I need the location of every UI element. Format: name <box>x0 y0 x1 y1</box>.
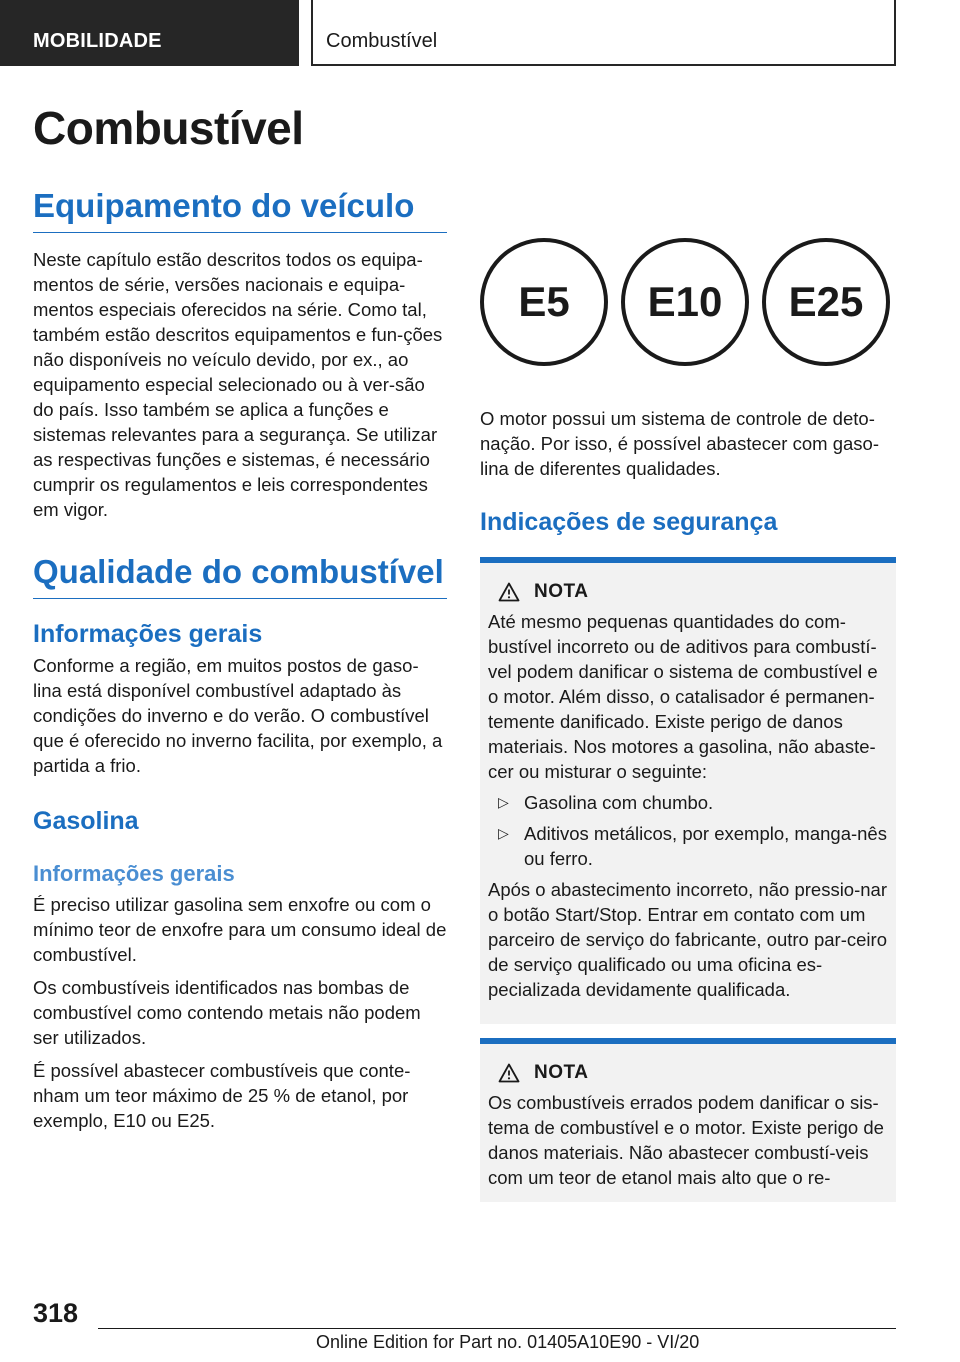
warning-triangle-icon <box>498 582 520 602</box>
notice-paragraph: Os combustíveis errados podem danificar o sis-tema de combustível e o motor. Existe perigo de danos materiais. Não abastecer combustí-veis com um teor de etanol mais alto que o re- <box>488 1092 884 1188</box>
notice-paragraph: Até mesmo pequenas quantidades do com-bustível incorreto ou de aditivos para combustí-vel podem danificar o sistema de combustível e o motor. Além disso, o catalisador é permanen-temente danificado. Existe perigo de danos materiais. Nos motores a gasolina, não abaste-cer ou misturar o seguinte: <box>488 611 878 782</box>
notice-box-1 <box>480 557 896 1024</box>
chapter-tab: Combustível <box>311 0 896 66</box>
fuel-label-e10: E10 <box>621 238 749 366</box>
edition-note: Online Edition for Part no. 01405A10E90 - VI/20 <box>316 1332 700 1352</box>
fuel-label-illustration <box>480 238 890 366</box>
notice-title: NOTA <box>534 1062 589 1083</box>
list-item-text: Gasolina com chumbo. <box>524 792 714 813</box>
notice-paragraph: Após o abastecimento incorreto, não pressio-nar o botão Start/Stop. Entrar em contato com um parceiro de serviço do fabricante, outro par-ceiro de serviço qualificado ou uma oficina es-pecializada devidamente qualificada. <box>488 879 887 1000</box>
heading-general-info: Informações gerais <box>33 620 263 648</box>
paragraph-engine-knock: O motor possui um sistema de controle de deto-nação. Por isso, é possível abastecer com gaso-lina de diferentes qualidades. <box>480 408 879 479</box>
page-header <box>0 0 960 66</box>
warning-triangle-icon <box>498 1063 520 1083</box>
notice-title: NOTA <box>534 581 589 602</box>
notice-header <box>488 581 888 603</box>
triangle-bullet-icon: ▷ <box>498 825 509 841</box>
paragraph-vehicle-equipment: Neste capítulo estão descritos todos os equipa-mentos de série, versões nacionais e equipa-mentos especiais oferecidos na série. Como tal, também estão descritos equipamentos e fun-ções não disponíveis no veículo devido, por ex., ao equipamento especial selecionado ou à ver-são do país. Isso também se aplica a funções e sistemas relevantes para a segurança. Se utilizar as respectivas funções e sistemas, é necessário cumprir os regulamentos e leis correspondentes em vigor. <box>33 249 443 520</box>
page-number: 318 <box>33 1298 79 1328</box>
right-column <box>480 230 896 1216</box>
paragraph-gasoline-3: É possível abastecer combustíveis que conte-nham um teor máximo de 25 % de etanol, por exemplo, E10 ou E25. <box>33 1060 411 1131</box>
left-column <box>33 100 447 1141</box>
notice-header <box>488 1062 888 1084</box>
notice-bullet-list <box>488 790 888 871</box>
heading-vehicle-equipment: Equipamento do veículo <box>33 186 447 233</box>
list-item <box>488 821 888 871</box>
paragraph-gasoline-1: É preciso utilizar gasolina sem enxofre ou com o mínimo teor de enxofre para um consumo ideal de combustível. <box>33 894 447 965</box>
triangle-bullet-icon: ▷ <box>498 794 509 810</box>
paragraph-gasoline-2: Os combustíveis identificados nas bombas de combustível como contendo metais não podem ser utilizados. <box>33 977 421 1048</box>
list-item <box>488 790 888 815</box>
page-title: Combustível <box>33 102 304 154</box>
heading-gasoline: Gasolina <box>33 807 139 835</box>
notice-box-2 <box>480 1038 896 1202</box>
list-item-text: Aditivos metálicos, por exemplo, manga-nês ou ferro. <box>524 823 887 869</box>
footer-divider <box>98 1328 896 1329</box>
paragraph-general-info: Conforme a região, em muitos postos de gaso-lina está disponível combustível adaptado às condições do inverno e do verão. O combustível que é oferecido no inverno facilita, por exemplo, a partida a frio. <box>33 655 443 776</box>
section-tab: MOBILIDADE <box>0 0 299 66</box>
heading-gasoline-info: Informações gerais <box>33 861 235 886</box>
heading-safety: Indicações de segurança <box>480 508 778 536</box>
fuel-label-e5: E5 <box>480 238 608 366</box>
fuel-label-e25: E25 <box>762 238 890 366</box>
heading-fuel-quality: Qualidade do combustível <box>33 552 447 599</box>
